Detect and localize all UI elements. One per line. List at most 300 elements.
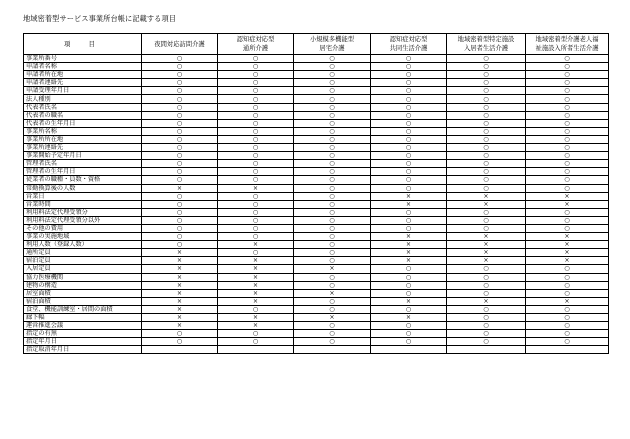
mark-cell: ○ xyxy=(294,111,371,119)
mark-cell: ○ xyxy=(294,233,371,241)
mark-cell: ○ xyxy=(526,135,609,143)
row-item-label: 利用人数（登録人数） xyxy=(24,241,142,249)
table-row xyxy=(24,257,609,265)
mark-cell: ○ xyxy=(447,152,526,160)
mark-cell: ○ xyxy=(294,216,371,224)
mark-cell: ○ xyxy=(526,322,609,330)
mark-cell: ○ xyxy=(142,87,218,95)
table-row xyxy=(24,314,609,322)
table-row xyxy=(24,119,609,127)
mark-cell xyxy=(371,346,447,354)
mark-cell: ○ xyxy=(447,103,526,111)
mark-cell: ○ xyxy=(218,168,294,176)
mark-cell: ○ xyxy=(294,79,371,87)
mark-cell: × xyxy=(142,257,218,265)
table-row xyxy=(24,127,609,135)
mark-cell: ○ xyxy=(371,168,447,176)
table-row xyxy=(24,87,609,95)
mark-cell: ○ xyxy=(294,95,371,103)
row-item-label: 事業所所在地 xyxy=(24,135,142,143)
mark-cell: ○ xyxy=(218,224,294,232)
mark-cell: ○ xyxy=(447,119,526,127)
mark-cell: ○ xyxy=(371,63,447,71)
mark-cell: ○ xyxy=(218,144,294,152)
mark-cell: ○ xyxy=(447,273,526,281)
document-title: 地域密着型サービス事業所台帳に記載する項目 xyxy=(23,14,177,23)
mark-cell: × xyxy=(526,297,609,305)
table-row xyxy=(24,160,609,168)
table-row xyxy=(24,103,609,111)
mark-cell: ○ xyxy=(526,127,609,135)
table-row xyxy=(24,273,609,281)
mark-cell: ○ xyxy=(371,119,447,127)
mark-cell: ○ xyxy=(526,71,609,79)
row-item-label: 申請者連絡先 xyxy=(24,79,142,87)
table-row xyxy=(24,63,609,71)
mark-cell: × xyxy=(218,273,294,281)
row-item-label: 宿泊面積 xyxy=(24,297,142,305)
mark-cell: × xyxy=(371,249,447,257)
row-item-label: 居室面積 xyxy=(24,289,142,297)
mark-cell: ○ xyxy=(218,330,294,338)
mark-cell: ○ xyxy=(142,152,218,160)
mark-cell: × xyxy=(526,200,609,208)
mark-cell xyxy=(526,346,609,354)
mark-cell: ○ xyxy=(218,176,294,184)
mark-cell: ○ xyxy=(294,160,371,168)
mark-cell: ○ xyxy=(526,265,609,273)
table-row xyxy=(24,152,609,160)
mark-cell: ○ xyxy=(447,281,526,289)
table-row xyxy=(24,176,609,184)
table-row xyxy=(24,224,609,232)
mark-cell: ○ xyxy=(294,168,371,176)
mark-cell: × xyxy=(447,233,526,241)
mark-cell: × xyxy=(526,241,609,249)
mark-cell: ○ xyxy=(218,119,294,127)
mark-cell: ○ xyxy=(371,152,447,160)
header-specified-facility: 地域密着型特定施設 入居者生活介護 xyxy=(447,34,526,55)
mark-cell: ○ xyxy=(371,135,447,143)
mark-cell: ○ xyxy=(294,184,371,192)
mark-cell: × xyxy=(218,322,294,330)
mark-cell: ○ xyxy=(218,208,294,216)
mark-cell: × xyxy=(142,289,218,297)
mark-cell: ○ xyxy=(371,281,447,289)
mark-cell: ○ xyxy=(218,200,294,208)
row-item-label: 営業時間 xyxy=(24,200,142,208)
mark-cell: ○ xyxy=(447,289,526,297)
mark-cell: ○ xyxy=(294,103,371,111)
row-item-label: 代表者の職名 xyxy=(24,111,142,119)
mark-cell: × xyxy=(371,241,447,249)
mark-cell: × xyxy=(142,273,218,281)
mark-cell: × xyxy=(447,257,526,265)
mark-cell: × xyxy=(142,184,218,192)
mark-cell: ○ xyxy=(294,71,371,79)
mark-cell: ○ xyxy=(142,111,218,119)
mark-cell: × xyxy=(447,297,526,305)
table-row xyxy=(24,241,609,249)
mark-cell: × xyxy=(142,322,218,330)
mark-cell: ○ xyxy=(447,95,526,103)
mark-cell: ○ xyxy=(294,338,371,346)
mark-cell: ○ xyxy=(218,95,294,103)
mark-cell: ○ xyxy=(142,338,218,346)
row-item-label: 事業所名称 xyxy=(24,127,142,135)
table-row xyxy=(24,71,609,79)
table-row xyxy=(24,144,609,152)
mark-cell: × xyxy=(294,265,371,273)
row-item-label: 代表者氏名 xyxy=(24,103,142,111)
row-item-label: 食堂、機能訓練室・居間の面積 xyxy=(24,305,142,313)
mark-cell: ○ xyxy=(447,111,526,119)
mark-cell: ○ xyxy=(447,127,526,135)
table-row xyxy=(24,281,609,289)
row-item-label: 建物の構造 xyxy=(24,281,142,289)
row-item-label: 事業所連絡先 xyxy=(24,144,142,152)
mark-cell: ○ xyxy=(371,305,447,313)
row-item-label: 常勤換算後の人数 xyxy=(24,184,142,192)
mark-cell: ○ xyxy=(142,103,218,111)
mark-cell: ○ xyxy=(142,233,218,241)
table-row xyxy=(24,184,609,192)
mark-cell: ○ xyxy=(371,322,447,330)
header-dementia-group-living: 認知症対応型 共同生活介護 xyxy=(371,34,447,55)
table-row xyxy=(24,346,609,354)
mark-cell: ○ xyxy=(526,289,609,297)
mark-cell xyxy=(218,346,294,354)
mark-cell: ○ xyxy=(371,265,447,273)
mark-cell: ○ xyxy=(447,322,526,330)
mark-cell: ○ xyxy=(142,63,218,71)
row-item-label: 協力医療機関 xyxy=(24,273,142,281)
mark-cell: ○ xyxy=(371,160,447,168)
row-item-label: 事業所番号 xyxy=(24,55,142,63)
mark-cell: ○ xyxy=(526,79,609,87)
row-item-label: 廊下幅 xyxy=(24,314,142,322)
mark-cell: ○ xyxy=(294,249,371,257)
mark-cell: × xyxy=(294,289,371,297)
mark-cell: ○ xyxy=(218,71,294,79)
mark-cell: ○ xyxy=(447,184,526,192)
row-item-label: 営業日 xyxy=(24,192,142,200)
table-row xyxy=(24,233,609,241)
mark-cell: × xyxy=(371,192,447,200)
mark-cell: ○ xyxy=(142,135,218,143)
table-row xyxy=(24,249,609,257)
mark-cell: ○ xyxy=(447,265,526,273)
mark-cell: ○ xyxy=(371,208,447,216)
mark-cell: ○ xyxy=(218,79,294,87)
mark-cell: ○ xyxy=(294,152,371,160)
mark-cell: ○ xyxy=(218,111,294,119)
mark-cell: ○ xyxy=(218,216,294,224)
row-item-label: 管理者氏名 xyxy=(24,160,142,168)
row-item-label: 指定年月日 xyxy=(24,338,142,346)
mark-cell: × xyxy=(218,289,294,297)
mark-cell: ○ xyxy=(218,135,294,143)
mark-cell: ○ xyxy=(447,71,526,79)
row-item-label: 宿泊定員 xyxy=(24,257,142,265)
mark-cell: × xyxy=(142,314,218,322)
mark-cell: ○ xyxy=(142,208,218,216)
mark-cell: ○ xyxy=(447,144,526,152)
mark-cell: ○ xyxy=(526,273,609,281)
mark-cell: × xyxy=(218,281,294,289)
mark-cell: ○ xyxy=(526,87,609,95)
table-row xyxy=(24,289,609,297)
row-item-label: 申請受理年月日 xyxy=(24,87,142,95)
mark-cell: × xyxy=(218,184,294,192)
mark-cell: ○ xyxy=(142,127,218,135)
mark-cell: ○ xyxy=(526,224,609,232)
mark-cell: ○ xyxy=(294,55,371,63)
mark-cell: ○ xyxy=(142,176,218,184)
mark-cell: ○ xyxy=(526,208,609,216)
mark-cell: × xyxy=(142,297,218,305)
mark-cell: ○ xyxy=(371,216,447,224)
table-row xyxy=(24,135,609,143)
header-item: 項 目 xyxy=(24,34,142,55)
mark-cell: ○ xyxy=(526,144,609,152)
mark-cell: ○ xyxy=(294,127,371,135)
table-row xyxy=(24,55,609,63)
mark-cell: ○ xyxy=(371,127,447,135)
mark-cell: × xyxy=(218,297,294,305)
row-item-label: 従業者の職種・員数・資格 xyxy=(24,176,142,184)
mark-cell: ○ xyxy=(447,63,526,71)
mark-cell: ○ xyxy=(142,79,218,87)
mark-cell: ○ xyxy=(526,168,609,176)
mark-cell: ○ xyxy=(218,55,294,63)
row-item-label: 事業開始予定年月日 xyxy=(24,152,142,160)
mark-cell: × xyxy=(142,265,218,273)
mark-cell: ○ xyxy=(218,87,294,95)
mark-cell: ○ xyxy=(447,305,526,313)
mark-cell: ○ xyxy=(371,289,447,297)
mark-cell: ○ xyxy=(447,208,526,216)
mark-cell: ○ xyxy=(526,314,609,322)
table-row xyxy=(24,168,609,176)
mark-cell: ○ xyxy=(526,216,609,224)
table-row xyxy=(24,111,609,119)
mark-cell: × xyxy=(447,192,526,200)
mark-cell: ○ xyxy=(218,160,294,168)
table-row xyxy=(24,297,609,305)
table-row xyxy=(24,200,609,208)
mark-cell: ○ xyxy=(371,338,447,346)
row-item-label: 管理者の生年月日 xyxy=(24,168,142,176)
mark-cell: × xyxy=(142,281,218,289)
mark-cell: ○ xyxy=(218,152,294,160)
mark-cell: ○ xyxy=(447,87,526,95)
mark-cell: ○ xyxy=(294,63,371,71)
mark-cell: ○ xyxy=(447,330,526,338)
mark-cell: ○ xyxy=(526,184,609,192)
row-item-label: 利用料法定代理受領分以外 xyxy=(24,216,142,224)
row-item-label: 指定取消年月日 xyxy=(24,346,142,354)
row-item-label: 事業の実施地域 xyxy=(24,233,142,241)
mark-cell: × xyxy=(218,314,294,322)
row-item-label: 運営推進会議 xyxy=(24,322,142,330)
header-small-multifunctional: 小規模多機能型 居宅介護 xyxy=(294,34,371,55)
table-row xyxy=(24,265,609,273)
mark-cell xyxy=(294,346,371,354)
header-row xyxy=(24,34,609,55)
header-dementia-day-care: 認知症対応型 通所介護 xyxy=(218,34,294,55)
mark-cell: ○ xyxy=(371,111,447,119)
row-item-label: 申請者名称 xyxy=(24,63,142,71)
mark-cell: ○ xyxy=(142,330,218,338)
mark-cell: × xyxy=(447,249,526,257)
row-item-label: 代表者の生年月日 xyxy=(24,119,142,127)
mark-cell: ○ xyxy=(447,160,526,168)
mark-cell: ○ xyxy=(526,160,609,168)
mark-cell: ○ xyxy=(526,119,609,127)
header-night-visit-care: 夜間対応訪問介護 xyxy=(142,34,218,55)
mark-cell: ○ xyxy=(371,144,447,152)
mark-cell: ○ xyxy=(142,192,218,200)
mark-cell: ○ xyxy=(526,330,609,338)
mark-cell: ○ xyxy=(294,281,371,289)
table-row xyxy=(24,330,609,338)
mark-cell: × xyxy=(218,257,294,265)
mark-cell: × xyxy=(526,233,609,241)
mark-cell xyxy=(447,346,526,354)
mark-cell: × xyxy=(526,192,609,200)
mark-cell: ○ xyxy=(142,55,218,63)
mark-cell: ○ xyxy=(294,224,371,232)
mark-cell: ○ xyxy=(526,338,609,346)
mark-cell: ○ xyxy=(218,305,294,313)
mark-cell: ○ xyxy=(526,55,609,63)
mark-cell: ○ xyxy=(294,135,371,143)
mark-cell: ○ xyxy=(218,249,294,257)
mark-cell: ○ xyxy=(142,168,218,176)
mark-cell: ○ xyxy=(294,305,371,313)
mark-cell: ○ xyxy=(218,103,294,111)
mark-cell: ○ xyxy=(526,152,609,160)
mark-cell: ○ xyxy=(142,95,218,103)
row-item-label: その他の費用 xyxy=(24,224,142,232)
table-row xyxy=(24,338,609,346)
mark-cell: × xyxy=(371,314,447,322)
mark-cell: × xyxy=(447,241,526,249)
mark-cell: × xyxy=(526,249,609,257)
table-row xyxy=(24,208,609,216)
mark-cell: ○ xyxy=(294,273,371,281)
mark-cell: ○ xyxy=(447,168,526,176)
mark-cell: ○ xyxy=(294,257,371,265)
mark-cell: ○ xyxy=(218,127,294,135)
mark-cell: × xyxy=(526,257,609,265)
mark-cell: ○ xyxy=(218,63,294,71)
mark-cell: ○ xyxy=(294,119,371,127)
mark-cell: ○ xyxy=(371,224,447,232)
mark-cell xyxy=(142,346,218,354)
mark-cell: ○ xyxy=(294,297,371,305)
table-row xyxy=(24,216,609,224)
mark-cell: ○ xyxy=(218,192,294,200)
mark-cell: ○ xyxy=(371,184,447,192)
mark-cell: ○ xyxy=(447,224,526,232)
mark-cell: ○ xyxy=(526,305,609,313)
mark-cell: × xyxy=(371,297,447,305)
mark-cell: × xyxy=(371,233,447,241)
mark-cell: ○ xyxy=(526,95,609,103)
mark-cell: ○ xyxy=(218,338,294,346)
row-item-label: 利用料法定代理受領分 xyxy=(24,208,142,216)
mark-cell: × xyxy=(142,249,218,257)
mark-cell: ○ xyxy=(142,200,218,208)
mark-cell: ○ xyxy=(371,79,447,87)
mark-cell: × xyxy=(371,257,447,265)
mark-cell: ○ xyxy=(371,95,447,103)
mark-cell: ○ xyxy=(526,111,609,119)
row-item-label: 申請者所在地 xyxy=(24,71,142,79)
mark-cell: ○ xyxy=(447,338,526,346)
mark-cell: ○ xyxy=(294,176,371,184)
table-row xyxy=(24,322,609,330)
mark-cell: ○ xyxy=(371,103,447,111)
mark-cell: ○ xyxy=(371,71,447,79)
row-item-label: 通所定員 xyxy=(24,249,142,257)
mark-cell: ○ xyxy=(294,241,371,249)
mark-cell: ○ xyxy=(142,144,218,152)
mark-cell: ○ xyxy=(371,330,447,338)
mark-cell: ○ xyxy=(371,176,447,184)
mark-cell: ○ xyxy=(371,273,447,281)
mark-cell: ○ xyxy=(294,330,371,338)
items-table xyxy=(23,33,609,354)
mark-cell: ○ xyxy=(447,314,526,322)
mark-cell: × xyxy=(447,200,526,208)
mark-cell: ○ xyxy=(142,216,218,224)
mark-cell: ○ xyxy=(526,176,609,184)
mark-cell: ○ xyxy=(371,55,447,63)
mark-cell: × xyxy=(142,305,218,313)
mark-cell: ○ xyxy=(447,176,526,184)
mark-cell: ○ xyxy=(294,200,371,208)
header-welfare-facility: 地域密着型介護老人福 祉施設入所者生活介護 xyxy=(526,34,609,55)
mark-cell: ○ xyxy=(218,233,294,241)
mark-cell: ○ xyxy=(142,160,218,168)
table-row xyxy=(24,305,609,313)
mark-cell: ○ xyxy=(447,55,526,63)
mark-cell: ○ xyxy=(142,71,218,79)
mark-cell: × xyxy=(218,241,294,249)
mark-cell: ○ xyxy=(447,216,526,224)
mark-cell: ○ xyxy=(294,87,371,95)
mark-cell: ○ xyxy=(526,63,609,71)
mark-cell: ○ xyxy=(371,87,447,95)
table-row xyxy=(24,79,609,87)
mark-cell: ○ xyxy=(294,322,371,330)
mark-cell: ○ xyxy=(294,192,371,200)
row-item-label: 法人種別 xyxy=(24,95,142,103)
mark-cell: ○ xyxy=(294,208,371,216)
mark-cell: ○ xyxy=(526,281,609,289)
row-item-label: 入居定員 xyxy=(24,265,142,273)
mark-cell: ○ xyxy=(447,135,526,143)
mark-cell: × xyxy=(218,265,294,273)
mark-cell: ○ xyxy=(447,79,526,87)
table-row xyxy=(24,95,609,103)
mark-cell: ○ xyxy=(142,224,218,232)
table-row xyxy=(24,192,609,200)
row-item-label: 指定の有無 xyxy=(24,330,142,338)
